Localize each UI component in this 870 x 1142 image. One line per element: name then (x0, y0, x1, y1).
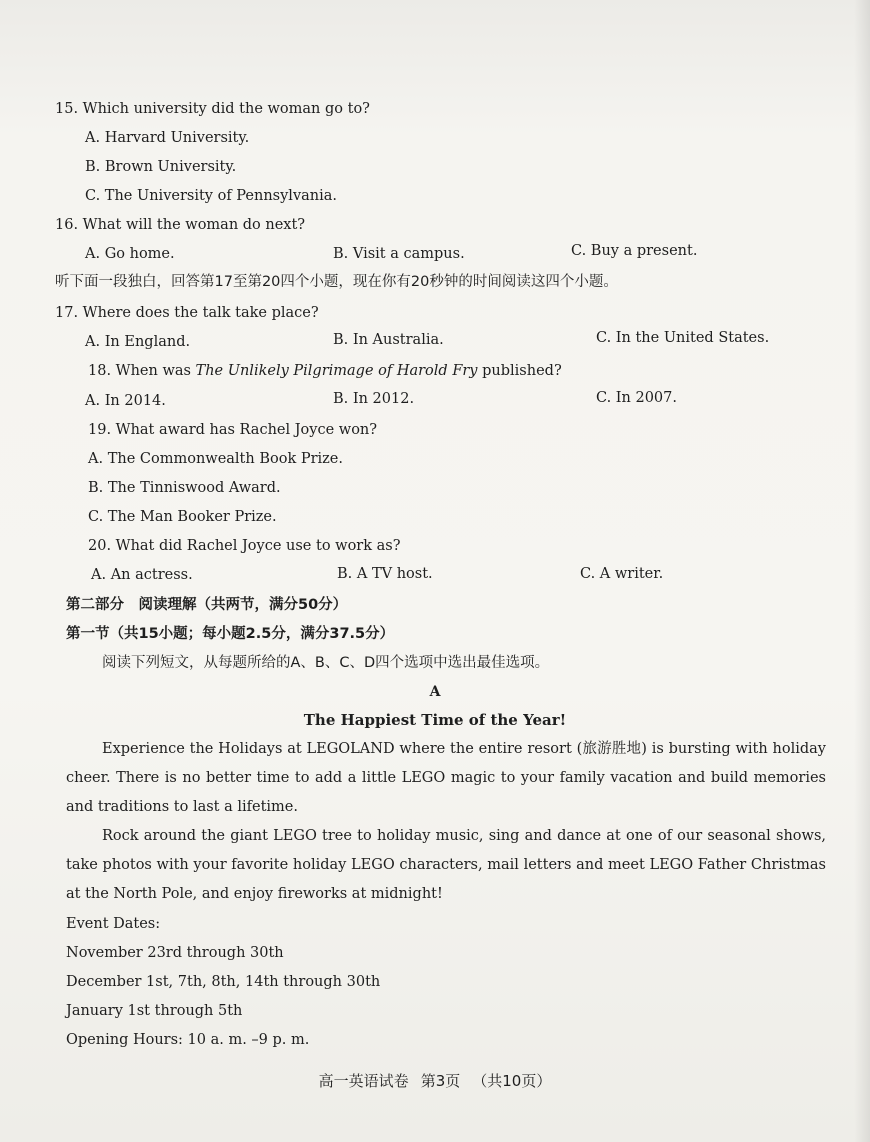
q18-book-title: The Unlikely Pilgrimage of Harold Fry (195, 363, 478, 379)
passage-paragraph-1: Experience the Holidays at LEGOLAND where the entire resort (旅游胜地) is bursting with holiday cheer. There is no better time to add a little LEGO magic to your family vacation and build memories and traditions to last a lifetime. (66, 741, 826, 815)
question-18 (88, 362, 562, 380)
q18-suffix: published? (477, 363, 562, 379)
passage-letter: A (429, 684, 441, 700)
event-date-2: December 1st, 7th, 8th, 14th through 30th (66, 974, 381, 990)
q19-option-a: A. The Commonwealth Book Prize. (88, 451, 343, 467)
reading-instruction: 阅读下列短文，从每题所给的A、B、C、D四个选项中选出最佳选项。 (102, 655, 550, 671)
q19-option-c: C. The Man Booker Prize. (88, 509, 277, 525)
question-17: 17. Where does the talk take place? (55, 305, 319, 321)
question-20: 20. What did Rachel Joyce use to work as? (88, 538, 401, 554)
question-19: 19. What award has Rachel Joyce won? (88, 422, 378, 438)
q17-option-b: B. In Australia. (333, 332, 444, 348)
section-2-heading: 第二部分 阅读理解（共两节，满分50分） (66, 597, 348, 613)
event-date-3: January 1st through 5th (66, 1003, 243, 1019)
q15-option-a: A. Harvard University. (85, 130, 250, 146)
q19-option-b: B. The Tinniswood Award. (88, 480, 281, 496)
opening-hours: Opening Hours: 10 a. m. –9 p. m. (66, 1032, 310, 1048)
footer-subject: 高一英语试卷 (318, 1072, 409, 1090)
question-16: 16. What will the woman do next? (55, 217, 306, 233)
q20-option-a: A. An actress. (91, 567, 193, 583)
listening-instruction: 听下面一段独白，回答第17至第20四个小题，现在你有20秒钟的时间阅读这四个小题。 (55, 274, 618, 290)
passage-paragraph-2: Rock around the giant LEGO tree to holiday music, sing and dance at one of our seasonal shows, take photos with your favorite holiday LEGO characters, mail letters and meet LEGO Father Christmas at the North Pole, and enjoy fireworks at midnight! (66, 828, 826, 902)
q17-option-a: A. In England. (85, 334, 191, 350)
q18-option-b: B. In 2012. (333, 391, 415, 407)
passage-title: The Happiest Time of the Year! (303, 711, 567, 729)
q18-prefix: 18. When was (88, 363, 196, 379)
event-dates-label: Event Dates: (66, 916, 161, 932)
page-footer (0, 1070, 870, 1091)
footer-page: 第3页 (420, 1072, 461, 1090)
q20-option-b: B. A TV host. (337, 566, 433, 582)
q16-option-a: A. Go home. (85, 246, 175, 262)
page-edge-shadow (854, 0, 870, 1142)
q16-option-c: C. Buy a present. (571, 243, 698, 259)
q18-option-a: A. In 2014. (85, 393, 166, 409)
q16-option-b: B. Visit a campus. (333, 246, 465, 262)
event-date-1: November 23rd through 30th (66, 945, 284, 961)
footer-total: （共10页） (472, 1072, 552, 1090)
q15-option-b: B. Brown University. (85, 159, 237, 175)
section-2-part-1-heading: 第一节（共15小题；每小题2.5分，满分37.5分） (66, 626, 395, 642)
q17-option-c: C. In the United States. (596, 330, 770, 346)
q20-option-c: C. A writer. (580, 566, 664, 582)
q18-option-c: C. In 2007. (596, 390, 677, 406)
question-15: 15. Which university did the woman go to? (55, 101, 370, 117)
q15-option-c: C. The University of Pennsylvania. (85, 188, 338, 204)
